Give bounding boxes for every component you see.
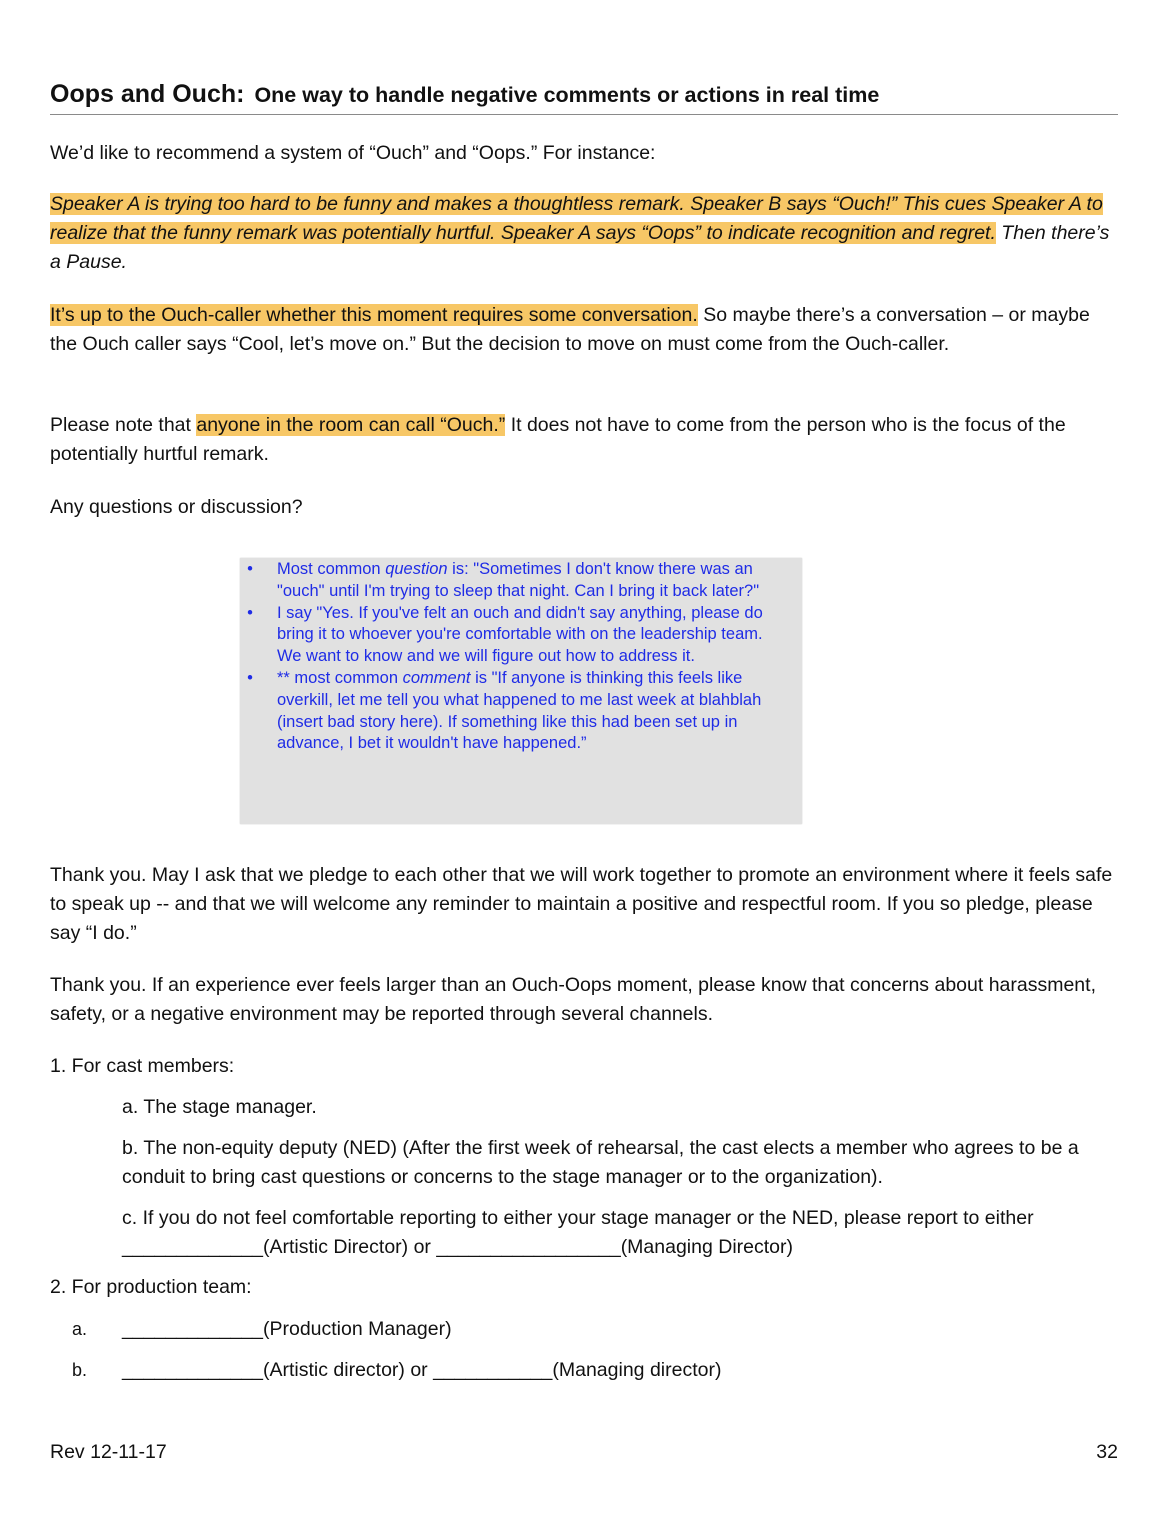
- note-item-text: is: "Sometimes I don't know there was an "ouch" until I'm trying to sleep that night. Can I bring it back later?": [277, 560, 760, 600]
- channels-paragraph: Thank you. If an experience ever feels larger than an Ouch-Oops moment, please know that concerns about harassment, safety, or a negative environment may be reported through several channels.: [50, 974, 1096, 1025]
- example-paragraph: [50, 190, 1118, 277]
- note-item-text: Most common: [277, 560, 386, 578]
- cast-item-c: c. If you do not feel comfortable reporting to either your stage manager or the NED, please report to either _____________(Artistic Director) or _________________(Managing Director): [122, 1207, 1034, 1258]
- footer-revision: Rev 12-11-17: [50, 1441, 167, 1463]
- production-item-b: _____________(Artistic director) or ___________(Managing director): [122, 1359, 722, 1381]
- title-main: Oops and Ouch:: [50, 80, 245, 108]
- page-title: [50, 80, 1118, 115]
- bullet-icon: •: [247, 668, 253, 687]
- example-rest: Then there’s a Pause.: [50, 222, 1110, 273]
- questions-paragraph: Any questions or discussion?: [50, 496, 303, 518]
- ouch-caller-rest: So maybe there’s a conversation – or maybe the Ouch caller says “Cool, let’s move on.” But the decision to move on must come from the Ouch-caller.: [50, 304, 1090, 355]
- bullet-icon: •: [247, 603, 253, 622]
- cast-item-a: a. The stage manager.: [122, 1096, 317, 1118]
- note-list: [240, 559, 796, 755]
- note-item-emphasis: question: [385, 560, 448, 578]
- note-item-question: [240, 559, 796, 603]
- note-item-emphasis: comment: [402, 668, 471, 687]
- example-highlight: Speaker A is trying too hard to be funny and makes a thoughtless remark. Speaker B says “Ouch!” This cues Speaker A to realize that the funny remark was potentially hurtful. Speaker A says “Oops” to indicate recognition and regret.: [50, 193, 1103, 244]
- title-subtitle: One way to handle negative comments or actions in real time: [254, 83, 880, 107]
- facilitator-note-box: [240, 558, 802, 824]
- cast-heading: 1. For cast members:: [50, 1055, 235, 1077]
- pledge-paragraph: Thank you. May I ask that we pledge to each other that we will work together to promote an environment where it feels safe to speak up -- and that we will welcome any reminder to maintain a positive and respectful room. If you so pledge, please say “I do.”: [50, 864, 1113, 944]
- bullet-icon: •: [247, 560, 253, 578]
- note-item-text: is "If anyone is thinking this feels like overkill, let me tell you what happened to me last week at blahblah (insert bad story here). If something like this had been set up in advance, I bet it wouldn't have happened.”: [277, 668, 762, 753]
- production-item-a: _____________(Production Manager): [122, 1318, 452, 1340]
- anyone-paragraph: [50, 411, 1118, 469]
- cast-item-b: b. The non-equity deputy (NED) (After the first week of rehearsal, the cast elects a member who agrees to be a conduit to bring cast questions or concerns to the stage manager or to the organization).: [122, 1137, 1079, 1188]
- intro-paragraph: We’d like to recommend a system of “Ouch” and “Oops.” For instance:: [50, 142, 656, 164]
- ouch-caller-paragraph: [50, 301, 1118, 359]
- footer-page-number: 32: [1096, 1441, 1118, 1463]
- production-item-b-letter: b.: [72, 1360, 88, 1380]
- anyone-highlight: anyone in the room can call “Ouch.”: [196, 414, 506, 436]
- anyone-before: Please note that: [50, 414, 191, 436]
- note-item-text: I say "Yes. If you've felt an ouch and didn't say anything, please do bring it to whoever you're comfortable with on the leadership team. We want to know and we will figure out how to address it.: [277, 603, 763, 666]
- production-heading: 2. For production team:: [50, 1276, 252, 1298]
- note-item-text: ** most common: [277, 668, 403, 687]
- production-item-a-letter: a.: [72, 1319, 88, 1339]
- note-item-comment: [240, 668, 796, 755]
- anyone-after: It does not have to come from the person who is the focus of the potentially hurtful remark.: [50, 414, 1066, 465]
- ouch-caller-highlight: It’s up to the Ouch-caller whether this moment requires some conversation.: [50, 304, 698, 326]
- note-item-answer: [240, 603, 796, 668]
